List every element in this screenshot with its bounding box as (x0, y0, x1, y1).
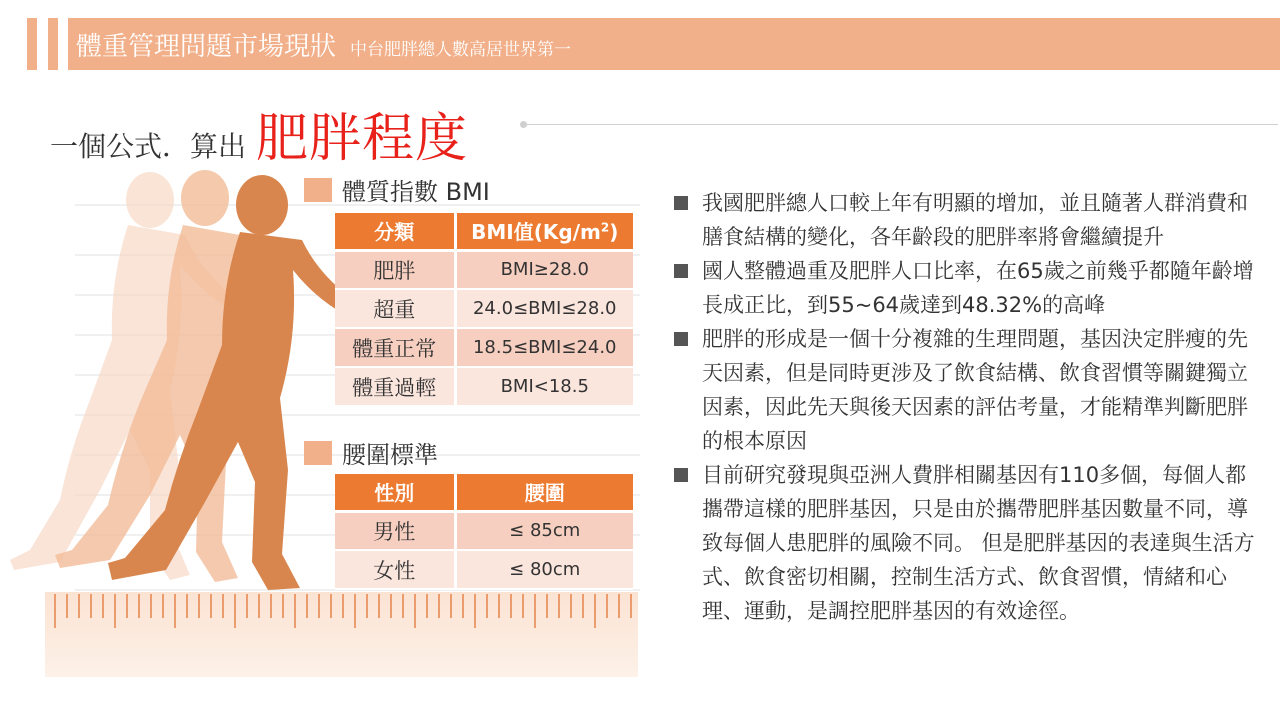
bmi-range: BMI<18.5 (455, 367, 633, 406)
col-value-header: BMI值$(Kg/m^2)$ (455, 213, 633, 250)
col-waist-header: 腰圍 (455, 474, 633, 511)
heading-square-icon (304, 178, 332, 202)
bmi-range: 24.0≤BMI≤28.0 (455, 289, 633, 328)
divider-line (522, 124, 1278, 125)
waist-heading-label: 腰圍標準 (342, 441, 438, 469)
waist-section-heading (304, 435, 438, 470)
table-row (335, 511, 633, 550)
bullet-square-icon (674, 264, 688, 278)
header-stripe-left (27, 18, 37, 70)
list-item (674, 254, 1264, 322)
bmi-section-heading (304, 172, 490, 207)
bullet-square-icon (674, 468, 688, 482)
page-subtitle: 中台肥胖總人數高居世界第一 (350, 39, 572, 60)
list-item (674, 322, 1264, 458)
bmi-category: 超重 (335, 289, 455, 328)
heading-square-icon (304, 441, 332, 465)
ruler-body (45, 592, 638, 677)
bullet-list (674, 186, 1264, 628)
bmi-range: BMI≥28.0 (455, 250, 633, 289)
formula-lead: 一個公式．算出 (50, 130, 247, 163)
table-row (335, 367, 633, 406)
bullet-text: 我國肥胖總人口較上年有明顯的增加，並且隨著人群消費和膳食結構的變化，各年齡段的肥胖率將會繼續提升 (702, 191, 1248, 249)
waist-table (335, 474, 633, 590)
bmi-range: 18.5≤BMI≤24.0 (455, 328, 633, 367)
header-bar (68, 18, 1280, 70)
bmi-category: 肥胖 (335, 250, 455, 289)
header-stripe-middle (48, 18, 58, 70)
bullet-square-icon (674, 196, 688, 210)
list-item (674, 186, 1264, 254)
bmi-category: 體重正常 (335, 328, 455, 367)
list-item (674, 458, 1264, 628)
bmi-category: 體重過輕 (335, 367, 455, 406)
gender-cell: 男性 (335, 511, 455, 550)
bullet-text: 國人整體過重及肥胖人口比率，在65歲之前幾乎都隨年齡增長成正比，到55~64歲達到48.32%的高峰 (702, 259, 1254, 317)
bullet-text: 目前研究發現與亞洲人費胖相關基因有110多個，每個人都攜帶這樣的肥胖基因，只是由於攜帶肥胖基因數量不同，導致每個人患肥胖的風險不同。 但是肥胖基因的表達與生活方式、飲食密切相關，控制生活方式、飲食習慣，情緒和心理、運動，是調控肥胖基因的有效途徑。 (702, 463, 1255, 623)
formula-heading (50, 96, 468, 171)
table-row (335, 289, 633, 328)
table-row (335, 550, 633, 589)
col-category-header: 分類 (335, 213, 455, 250)
formula-emphasis: 肥胖程度 (256, 109, 469, 169)
bmi-table (335, 213, 633, 407)
bullet-text: 肥胖的形成是一個十分複雜的生理問題，基因決定胖瘦的先天因素，但是同時更涉及了飲食結構、飲食習慣等關鍵獨立因素，因此先天與後天因素的評估考量，才能精準判斷肥胖的根本原因 (702, 327, 1248, 453)
waist-cell: ≤ 80cm (455, 550, 633, 589)
page-title: 體重管理問題市場現狀 (76, 31, 337, 62)
bmi-heading-label: 體質指數 BMI (342, 178, 490, 206)
col-gender-header: 性別 (335, 474, 455, 511)
table-header-row (335, 474, 633, 511)
bullet-square-icon (674, 332, 688, 346)
waist-cell: ≤ 85cm (455, 511, 633, 550)
table-row (335, 250, 633, 289)
table-header-row (335, 213, 633, 250)
table-row (335, 328, 633, 367)
gender-cell: 女性 (335, 550, 455, 589)
